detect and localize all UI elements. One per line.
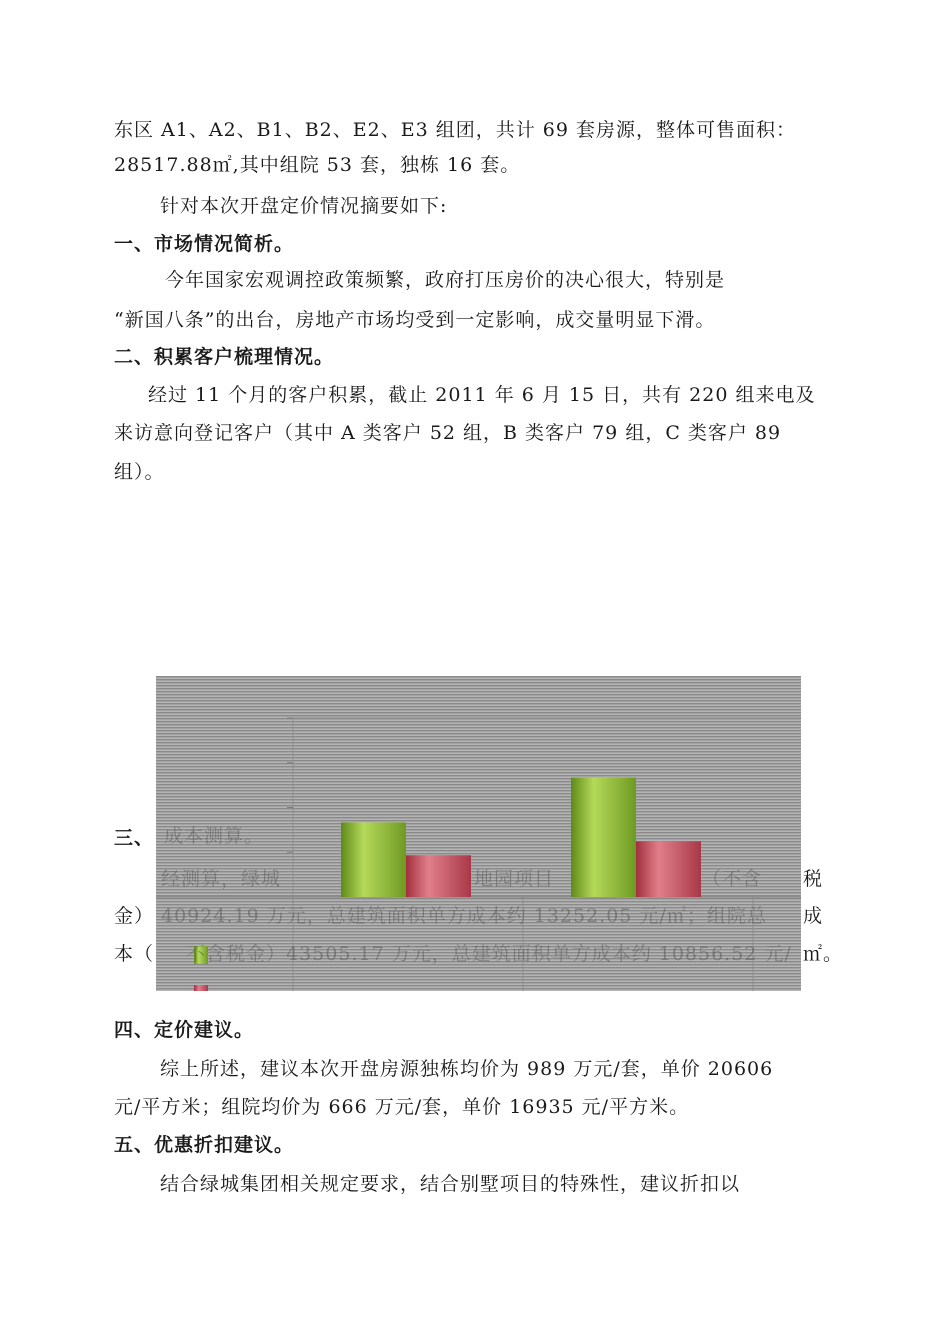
discount-line-1: 结合绿城集团相关规定要求，结合别墅项目的特殊性，建议折扣以 <box>160 1173 741 1195</box>
bar-series-2 <box>406 855 471 897</box>
cost-line-1-ghost-b: 地园项目 <box>474 868 555 890</box>
heading-market: 一、市场情况简析。 <box>114 233 295 255</box>
heading-cost: 三、 <box>114 827 155 849</box>
bar-series-1 <box>341 822 406 897</box>
legend-swatch-red <box>194 985 208 991</box>
intro-line-2: 28517.88㎡,其中组院 53 套，独栋 16 套。 <box>114 154 521 176</box>
cost-line-1-tail: 税 <box>803 868 824 890</box>
cost-line-3-head: 本（ <box>114 943 155 965</box>
cost-line-3-tail: ㎡。 <box>803 943 844 965</box>
bar-series-1 <box>571 778 636 897</box>
bar-chart <box>156 676 801 991</box>
cost-line-2-tail: 成 <box>803 905 824 927</box>
cost-line-3-ghost: 不含税金）43505.17 万元，总建筑面积单方成本约 10856.52 元/ <box>186 943 792 965</box>
cost-line-1-ghost-c: （不含 <box>702 868 763 890</box>
heading-customers: 二、积累客户梳理情况。 <box>114 346 335 368</box>
heading-discount: 五、优惠折扣建议。 <box>114 1134 295 1156</box>
cost-heading-ghost: 成本测算。 <box>164 825 265 847</box>
market-line-2: “新国八条”的出台，房地产市场均受到一定影响，成交量明显下滑。 <box>114 309 716 331</box>
customers-line-1: 经过 11 个月的客户积累，截止 2011 年 6 月 15 日，共有 220 组来电及 <box>148 384 816 406</box>
intro-line-1: 东区 A1、A2、B1、B2、E2、E3 组团，共计 69 套房源，整体可售面积： <box>114 119 796 141</box>
customers-line-3: 组）。 <box>114 461 165 483</box>
summary-intro: 针对本次开盘定价情况摘要如下: <box>160 195 448 217</box>
bar-series-2 <box>636 841 701 897</box>
pricing-line-2: 元/平方米；组院均价为 666 万元/套，单价 16935 元/平方米。 <box>114 1096 690 1118</box>
customers-line-2: 来访意向登记客户（其中 A 类客户 52 组，B 类客户 79 组，C 类客户 89 <box>114 422 782 444</box>
cost-line-2-ghost: 40924.19 万元，总建筑面积单方成本约 13252.05 元/㎡；组院总 <box>161 905 767 927</box>
cost-line-1-ghost-a: 经测算，绿城 <box>161 868 282 890</box>
market-line-1: 今年国家宏观调控政策频繁，政府打压房价的决心很大，特别是 <box>165 269 726 291</box>
pricing-line-1: 综上所述，建议本次开盘房源独栋均价为 989 万元/套，单价 20606 <box>160 1058 774 1080</box>
cost-line-2-head: 金） <box>114 905 155 927</box>
heading-pricing: 四、定价建议。 <box>114 1019 255 1041</box>
